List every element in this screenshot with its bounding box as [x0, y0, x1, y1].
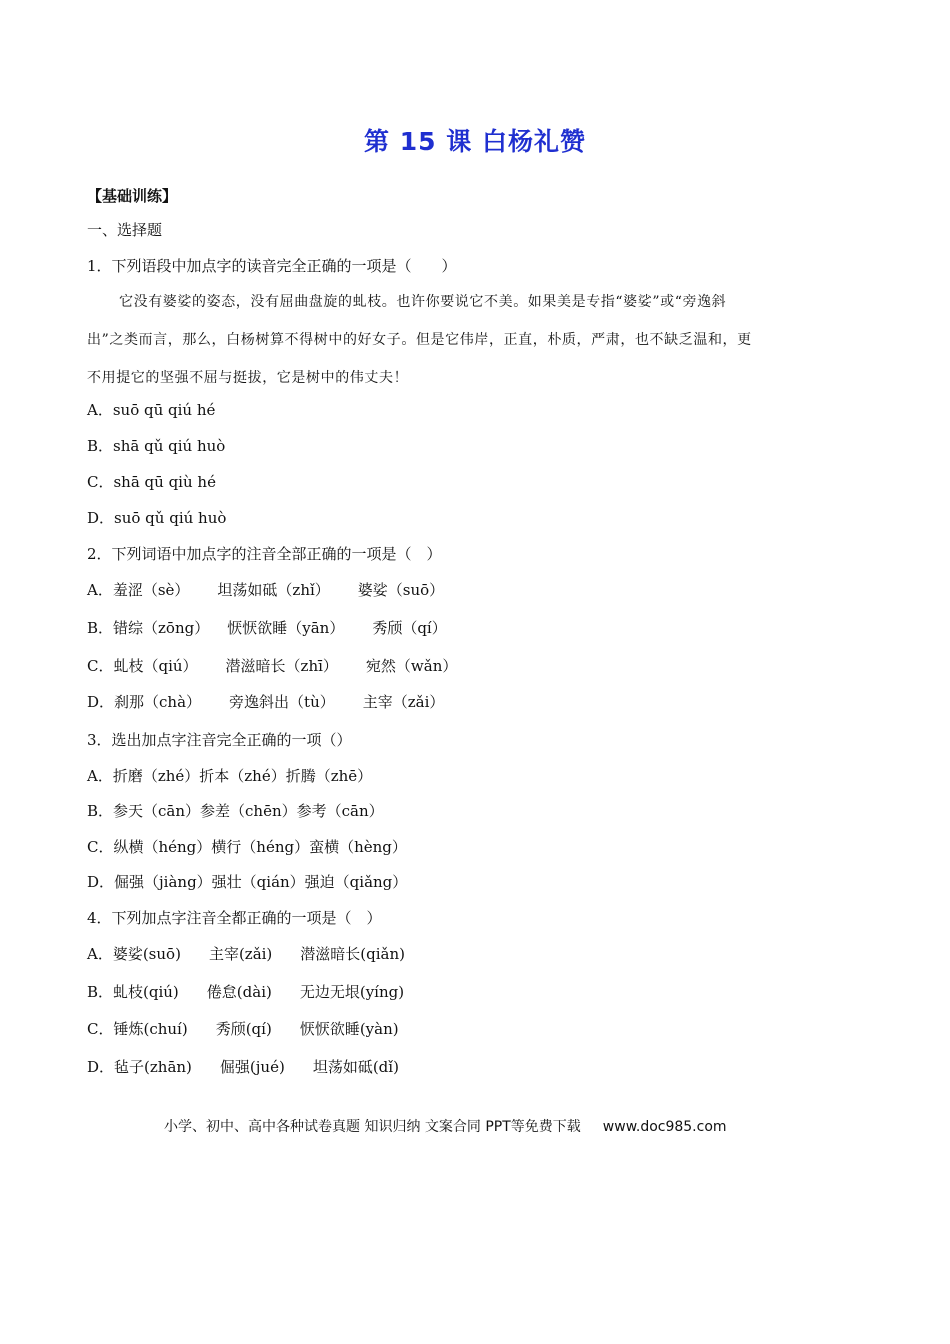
footer-url[interactable]: www.doc985.com: [602, 1119, 727, 1135]
option-term: 主宰（zǎi）: [362, 693, 445, 711]
footer-text: 小学、初中、高中各种试卷真题 知识归纳 文案合同 PPT等免费下载: [164, 1119, 581, 1135]
option-term: 秀颀（qí）: [372, 619, 447, 637]
page-title: 第 15 课 白杨礼赞: [364, 127, 586, 156]
option-term: D．刹那（chà）: [87, 693, 202, 711]
q1-option-c: C．shā qū qiù hé: [87, 473, 216, 491]
option-term: C．虬枝（qiú）: [87, 657, 198, 675]
q4-option-a: [87, 944, 405, 964]
q1-passage-line: 出”之类而言，那么，白杨树算不得树中的好女子。但是它伟岸，正直，朴质，严肃，也不缺乏温和，更: [87, 332, 752, 348]
q2-option-b: [87, 618, 447, 638]
q3-option-a: A．折磨（zhé）折本（zhé）折腾（zhē）: [87, 767, 373, 785]
q1-option-a: A．suō qū qiú hé: [87, 401, 216, 419]
page-footer: [164, 1116, 727, 1136]
option-term: A．婆娑(suō): [87, 945, 181, 963]
q4-option-b: [87, 982, 404, 1002]
subsection-heading: 一、选择题: [87, 221, 163, 239]
option-term: 恹恹欲睡(yàn): [299, 1020, 399, 1038]
option-term: 潜滋暗长(qiǎn): [300, 945, 406, 963]
option-term: D．毡子(zhān): [87, 1058, 192, 1076]
option-term: A．羞涩（sè）: [87, 581, 190, 599]
option-term: B．虬枝(qiú): [87, 983, 179, 1001]
q2-option-d: [87, 692, 444, 712]
q1-option-b: B．shā qǔ qiú huò: [87, 437, 226, 455]
q3-option-c: C．纵横（héng）横行（héng）蛮横（hèng）: [87, 838, 407, 856]
option-term: 主宰(zǎi): [208, 945, 273, 963]
option-term: 潜滋暗长（zhī）: [225, 657, 338, 675]
option-term: 坦荡如砥(dǐ): [312, 1058, 399, 1076]
q4-option-c: [87, 1019, 399, 1039]
option-term: 旁逸斜出（tù）: [229, 693, 335, 711]
q1-stem: 1．下列语段中加点字的读音完全正确的一项是（ ）: [87, 257, 457, 275]
q1-passage-line: 它没有婆娑的姿态，没有屈曲盘旋的虬枝。也许你要说它不美。如果美是专指“婆娑”或“旁逸斜: [119, 294, 727, 310]
q4-stem: 4．下列加点字注音全都正确的一项是（ ）: [87, 909, 382, 927]
option-term: 秀颀(qí): [215, 1020, 272, 1038]
option-term: 倔强(jué): [219, 1058, 285, 1076]
q2-stem: 2．下列词语中加点字的注音全部正确的一项是（ ）: [87, 545, 442, 563]
option-term: C．锤炼(chuí): [87, 1020, 188, 1038]
q2-option-a: [87, 580, 444, 600]
q2-option-c: [87, 656, 457, 676]
q1-passage-line: 不用提它的坚强不屈与挺拔，它是树中的伟丈夫！: [87, 370, 409, 386]
option-term: 恹恹欲睡（yān）: [227, 619, 345, 637]
section-heading: 【基础训练】: [87, 187, 178, 205]
option-term: 婆娑（suō）: [357, 581, 445, 599]
option-term: 无边无垠(yíng): [299, 983, 405, 1001]
q3-option-d: D．倔强（jiàng）强壮（qián）强迫（qiǎng）: [87, 873, 408, 891]
option-term: 坦荡如砥（zhǐ）: [217, 581, 330, 599]
q1-option-d: D．suō qǔ qiú huò: [87, 509, 227, 527]
q3-stem: 3．选出加点字注音完全正确的一项（）: [87, 731, 352, 749]
option-term: 倦怠(dài): [206, 983, 272, 1001]
option-term: B．错综（zōng）: [87, 619, 210, 637]
q3-option-b: B．参天（cān）参差（chēn）参考（cān）: [87, 802, 384, 820]
q4-option-d: [87, 1057, 399, 1077]
option-term: 宛然（wǎn）: [365, 657, 458, 675]
